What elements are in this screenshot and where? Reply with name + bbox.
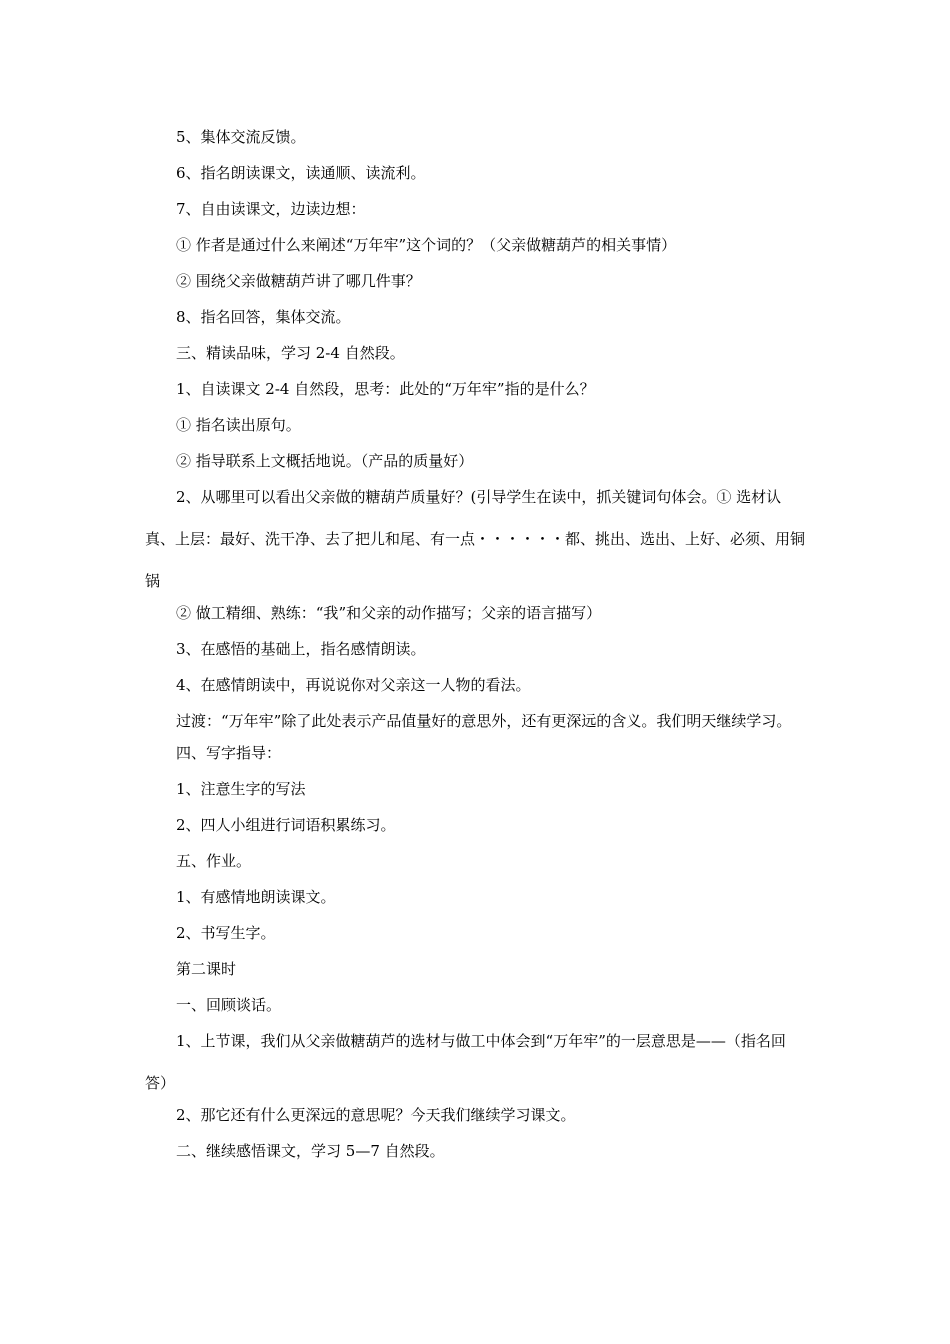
paragraph: ① 作者是通过什么来阐述“万年牢”这个词的？（父亲做糖葫芦的相关事情） [176,236,677,254]
paragraph: 7、自由读课文，边读边想： [176,200,366,218]
paragraph: 1、注意生字的写法 [176,780,306,798]
paragraph: 2、书写生字。 [176,924,276,942]
paragraph: 2、从哪里可以看出父亲做的糖葫芦质量好？(引导学生在读中，抓关键词句体会。① 选材认真、上层：最好、洗干净、去了把儿和尾、有一点・・・・・・都、挑出、选出、上好、必须、用铜锅 [145,488,806,590]
paragraph: 1、有感情地朗读课文。 [176,888,336,906]
paragraph: 8、指名回答，集体交流。 [176,308,351,326]
paragraph: 过渡：“万年牢”除了此处表示产品值量好的意思外，还有更深远的含义。我们明天继续学习。 [176,712,792,730]
paragraph: ② 围绕父亲做糖葫芦讲了哪几件事？ [176,272,421,290]
document-body [145,122,807,1172]
section-heading: 三、精读品味，学习 2-4 自然段。 [176,344,405,362]
section-heading: 五、作业。 [176,852,252,870]
paragraph: ② 做工精细、熟练：“我”和父亲的动作描写；父亲的语言描写） [176,604,602,622]
paragraph: ① 指名读出原句。 [176,416,301,434]
paragraph: 1、上节课，我们从父亲做糖葫芦的选材与做工中体会到“万年牢”的一层意思是——（指名回答） [145,1032,786,1092]
paragraph: 6、指名朗读课文，读通顺、读流利。 [176,164,426,182]
paragraph: 3、在感悟的基础上，指名感情朗读。 [176,640,426,658]
section-heading: 二、继续感悟课文，学习 5—7 自然段。 [176,1142,445,1160]
paragraph: 5、集体交流反馈。 [176,128,306,146]
paragraph: 2、那它还有什么更深远的意思呢？今天我们继续学习课文。 [176,1106,576,1124]
paragraph: 4、在感情朗读中，再说说你对父亲这一人物的看法。 [176,676,531,694]
paragraph: ② 指导联系上文概括地说。（产品的质量好） [176,452,474,470]
lesson-heading: 第二课时 [176,960,237,978]
section-heading: 四、写字指导： [176,744,282,762]
paragraph: 2、四人小组进行词语积累练习。 [176,816,396,834]
section-heading: 一、回顾谈话。 [176,996,282,1014]
paragraph: 1、自读课文 2-4 自然段，思考：此处的“万年牢”指的是什么？ [176,380,595,398]
